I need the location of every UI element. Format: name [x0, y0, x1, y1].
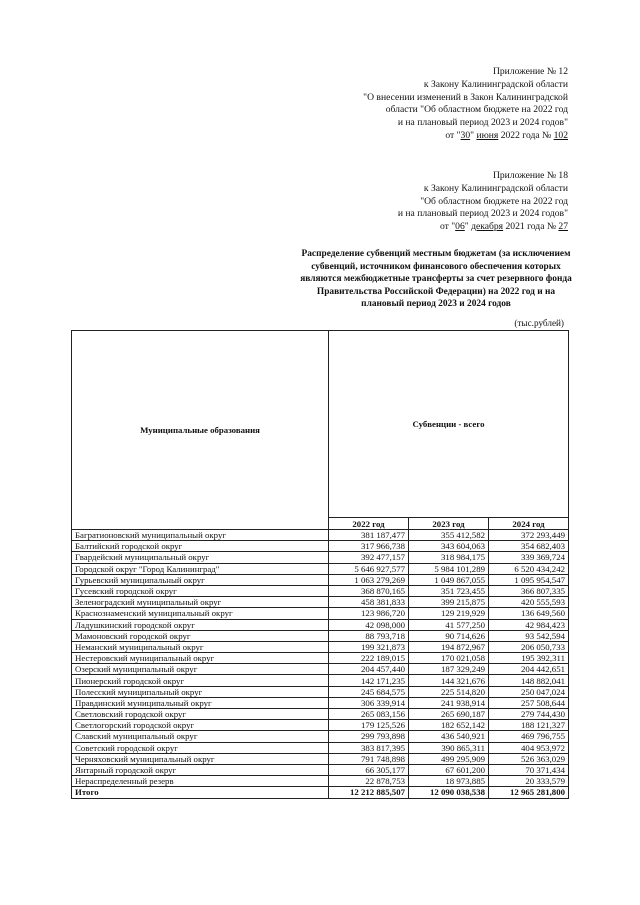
value-2024-cell: 188 121,327: [489, 720, 569, 731]
value-2023-cell: 265 690,187: [409, 709, 489, 720]
municipality-name-cell: Светлогорский городской округ: [72, 720, 329, 731]
date-prefix: от ": [439, 221, 456, 233]
municipality-name-cell: Гусевский городской округ: [72, 585, 329, 596]
value-2023-cell: 5 984 101,289: [409, 563, 489, 574]
value-2022-cell: 265 083,156: [329, 709, 409, 720]
value-2024-cell: 204 442,651: [489, 664, 569, 675]
subventions-table: [71, 330, 569, 799]
value-2022-cell: 368 870,165: [329, 585, 409, 596]
unit-label: (тыс.рублей): [514, 318, 564, 328]
value-2023-cell: 144 321,676: [409, 675, 489, 686]
value-2024-cell: 12 965 281,800: [489, 787, 569, 798]
date-year: 2021 года №: [503, 221, 559, 233]
table-row: [72, 664, 569, 675]
value-2023-cell: 390 865,311: [409, 742, 489, 753]
table-row: [72, 619, 569, 630]
date-sep: ": [464, 221, 472, 233]
table-header-row: [72, 331, 569, 518]
column-header-total: Субвенции - всего: [329, 331, 569, 518]
value-2023-cell: 318 984,175: [409, 552, 489, 563]
municipality-name-cell: Багратионовский муниципальный округ: [72, 530, 329, 541]
table-row: [72, 608, 569, 619]
value-2024-cell: 339 369,724: [489, 552, 569, 563]
value-2024-cell: 366 807,335: [489, 585, 569, 596]
municipality-name-cell: Нераспределенный резерв: [72, 776, 329, 787]
value-2024-cell: 206 050,733: [489, 641, 569, 652]
appendix-18-law-number: 27: [558, 221, 568, 233]
table-row: [72, 563, 569, 574]
table-row: [72, 776, 569, 787]
year-header: 2024 год: [489, 518, 569, 530]
value-2022-cell: 222 189,015: [329, 653, 409, 664]
value-2024-cell: 257 508,644: [489, 697, 569, 708]
value-2023-cell: 182 652,142: [409, 720, 489, 731]
value-2023-cell: 18 973,885: [409, 776, 489, 787]
appendix-12-header: [363, 66, 568, 143]
value-2022-cell: 1 063 279,269: [329, 574, 409, 585]
value-2023-cell: 41 577,250: [409, 619, 489, 630]
municipality-name-cell: Пионерский городской округ: [72, 675, 329, 686]
value-2022-cell: 199 321,873: [329, 641, 409, 652]
value-2022-cell: 88 793,718: [329, 630, 409, 641]
value-2023-cell: 343 604,063: [409, 541, 489, 552]
table-row: [72, 585, 569, 596]
value-2024-cell: 136 649,560: [489, 608, 569, 619]
value-2023-cell: 194 872,967: [409, 641, 489, 652]
table-row: [72, 641, 569, 652]
municipality-name-cell: Янтарный городской округ: [72, 764, 329, 775]
municipality-name-cell: Гурьевский муниципальный округ: [72, 574, 329, 585]
value-2023-cell: 355 412,582: [409, 530, 489, 541]
value-2022-cell: 383 817,395: [329, 742, 409, 753]
appendix-18-date-line: [398, 221, 568, 234]
date-sep: ": [470, 129, 477, 141]
table-row: [72, 731, 569, 742]
year-header: 2023 год: [409, 518, 489, 530]
appendix-18-header: [398, 170, 568, 234]
value-2024-cell: 70 371,434: [489, 764, 569, 775]
municipality-name-cell: Итого: [72, 787, 329, 798]
value-2023-cell: 12 090 038,538: [409, 787, 489, 798]
municipality-name-cell: Ладушкинский городской округ: [72, 619, 329, 630]
value-2022-cell: 458 381,833: [329, 597, 409, 608]
table-row: [72, 675, 569, 686]
table-row: [72, 541, 569, 552]
table-total-row: [72, 787, 569, 798]
value-2022-cell: 22 878,753: [329, 776, 409, 787]
column-header-municipal: Муниципальные образования: [72, 331, 329, 530]
municipality-name-cell: Неманский муниципальный округ: [72, 641, 329, 652]
table-row: [72, 653, 569, 664]
value-2022-cell: 42 098,000: [329, 619, 409, 630]
value-2023-cell: 90 714,626: [409, 630, 489, 641]
table-row: [72, 630, 569, 641]
value-2023-cell: 67 601,200: [409, 764, 489, 775]
date-year: 2022 года №: [498, 129, 554, 141]
appendix-18-day: 06: [455, 221, 465, 233]
value-2022-cell: 5 646 927,577: [329, 563, 409, 574]
appendix-12-month: июня: [476, 129, 499, 141]
value-2023-cell: 499 295,909: [409, 753, 489, 764]
municipality-name-cell: Мамоновский городской округ: [72, 630, 329, 641]
municipality-name-cell: Полесский муниципальный округ: [72, 686, 329, 697]
table-row: [72, 597, 569, 608]
value-2024-cell: 20 333,579: [489, 776, 569, 787]
table-row: [72, 697, 569, 708]
table-row: [72, 552, 569, 563]
value-2024-cell: 404 953,972: [489, 742, 569, 753]
value-2024-cell: 93 542,594: [489, 630, 569, 641]
appendix-12-law-title-2: области "Об областном бюджете на 2022 год: [385, 104, 568, 116]
value-2022-cell: 791 748,898: [329, 753, 409, 764]
value-2022-cell: 142 171,235: [329, 675, 409, 686]
municipality-name-cell: Нестеровский муниципальный округ: [72, 653, 329, 664]
municipality-name-cell: Гвардейский муниципальный округ: [72, 552, 329, 563]
value-2022-cell: 123 986,720: [329, 608, 409, 619]
value-2024-cell: 526 363,029: [489, 753, 569, 764]
appendix-12-day: 30: [460, 129, 471, 141]
value-2023-cell: 170 021,058: [409, 653, 489, 664]
date-prefix: от ": [445, 129, 461, 141]
table-row: [72, 742, 569, 753]
municipality-name-cell: Балтийский городской округ: [72, 541, 329, 552]
table-row: [72, 764, 569, 775]
value-2024-cell: 279 744,430: [489, 709, 569, 720]
year-header: 2022 год: [329, 518, 409, 530]
municipality-name-cell: Озерский муниципальный округ: [72, 664, 329, 675]
municipality-name-cell: Советский городской округ: [72, 742, 329, 753]
value-2024-cell: 148 882,041: [489, 675, 569, 686]
value-2022-cell: 66 305,177: [329, 764, 409, 775]
value-2022-cell: 12 212 885,507: [329, 787, 409, 798]
value-2023-cell: 129 219,929: [409, 608, 489, 619]
value-2023-cell: 351 723,455: [409, 585, 489, 596]
appendix-18-law-title-2: и на плановый период 2023 и 2024 годов": [397, 208, 568, 220]
value-2024-cell: 1 095 954,547: [489, 574, 569, 585]
value-2022-cell: 306 339,914: [329, 697, 409, 708]
table-row: [72, 753, 569, 764]
appendix-12-date-line: [363, 130, 568, 143]
municipality-name-cell: Славский муниципальный округ: [72, 731, 329, 742]
value-2023-cell: 241 938,914: [409, 697, 489, 708]
value-2023-cell: 187 329,249: [409, 664, 489, 675]
appendix-12-law-title-3: и на плановый период 2023 и 2024 годов": [397, 117, 568, 129]
value-2023-cell: 225 514,820: [409, 686, 489, 697]
municipality-name-cell: Правдинский муниципальный округ: [72, 697, 329, 708]
value-2022-cell: 179 125,526: [329, 720, 409, 731]
value-2022-cell: 245 684,575: [329, 686, 409, 697]
appendix-12-law-ref: к Закону Калининградской области: [423, 78, 568, 90]
municipality-name-cell: Черняховский муниципальный округ: [72, 753, 329, 764]
appendix-18-law-title-1: "Об областном бюджете на 2022 год: [420, 195, 568, 207]
value-2024-cell: 354 682,403: [489, 541, 569, 552]
value-2022-cell: 317 966,738: [329, 541, 409, 552]
table-row: [72, 686, 569, 697]
table-row: [72, 574, 569, 585]
value-2022-cell: 299 793,898: [329, 731, 409, 742]
value-2024-cell: 420 555,593: [489, 597, 569, 608]
value-2024-cell: 372 293,449: [489, 530, 569, 541]
municipality-name-cell: Зеленоградский муниципальный округ: [72, 597, 329, 608]
appendix-12-law-title-1: "О внесении изменений в Закон Калининградской: [363, 91, 568, 103]
value-2024-cell: 250 047,024: [489, 686, 569, 697]
municipality-name-cell: Светловский городской округ: [72, 709, 329, 720]
appendix-12-law-number: 102: [553, 129, 568, 141]
value-2024-cell: 6 520 434,242: [489, 563, 569, 574]
value-2023-cell: 436 540,921: [409, 731, 489, 742]
value-2022-cell: 392 477,157: [329, 552, 409, 563]
value-2024-cell: 195 392,311: [489, 653, 569, 664]
municipality-name-cell: Краснознаменский муниципальный округ: [72, 608, 329, 619]
value-2022-cell: 381 187,477: [329, 530, 409, 541]
appendix-18-number: Приложение № 18: [492, 170, 568, 181]
value-2023-cell: 399 215,875: [409, 597, 489, 608]
value-2022-cell: 204 457,440: [329, 664, 409, 675]
value-2024-cell: 469 796,755: [489, 731, 569, 742]
appendix-12-number: Приложение № 12: [492, 66, 568, 77]
table-row: [72, 720, 569, 731]
appendix-18-month: декабря: [471, 221, 504, 233]
value-2023-cell: 1 049 867,055: [409, 574, 489, 585]
table-row: [72, 709, 569, 720]
table-row: [72, 530, 569, 541]
appendix-18-law-ref: к Закону Калининградской области: [423, 182, 568, 194]
value-2024-cell: 42 984,423: [489, 619, 569, 630]
municipality-name-cell: Городской округ "Город Калининград": [72, 563, 329, 574]
document-title: Распределение субвенций местным бюджетам (за исключением субвенций, источником финансового обеспечения которых являются межбюджетные трансферты за счет резервного фонда Правительства Российской Федерации) на 2022 год и на плановый период 2023 и 2024 годов: [300, 249, 572, 310]
